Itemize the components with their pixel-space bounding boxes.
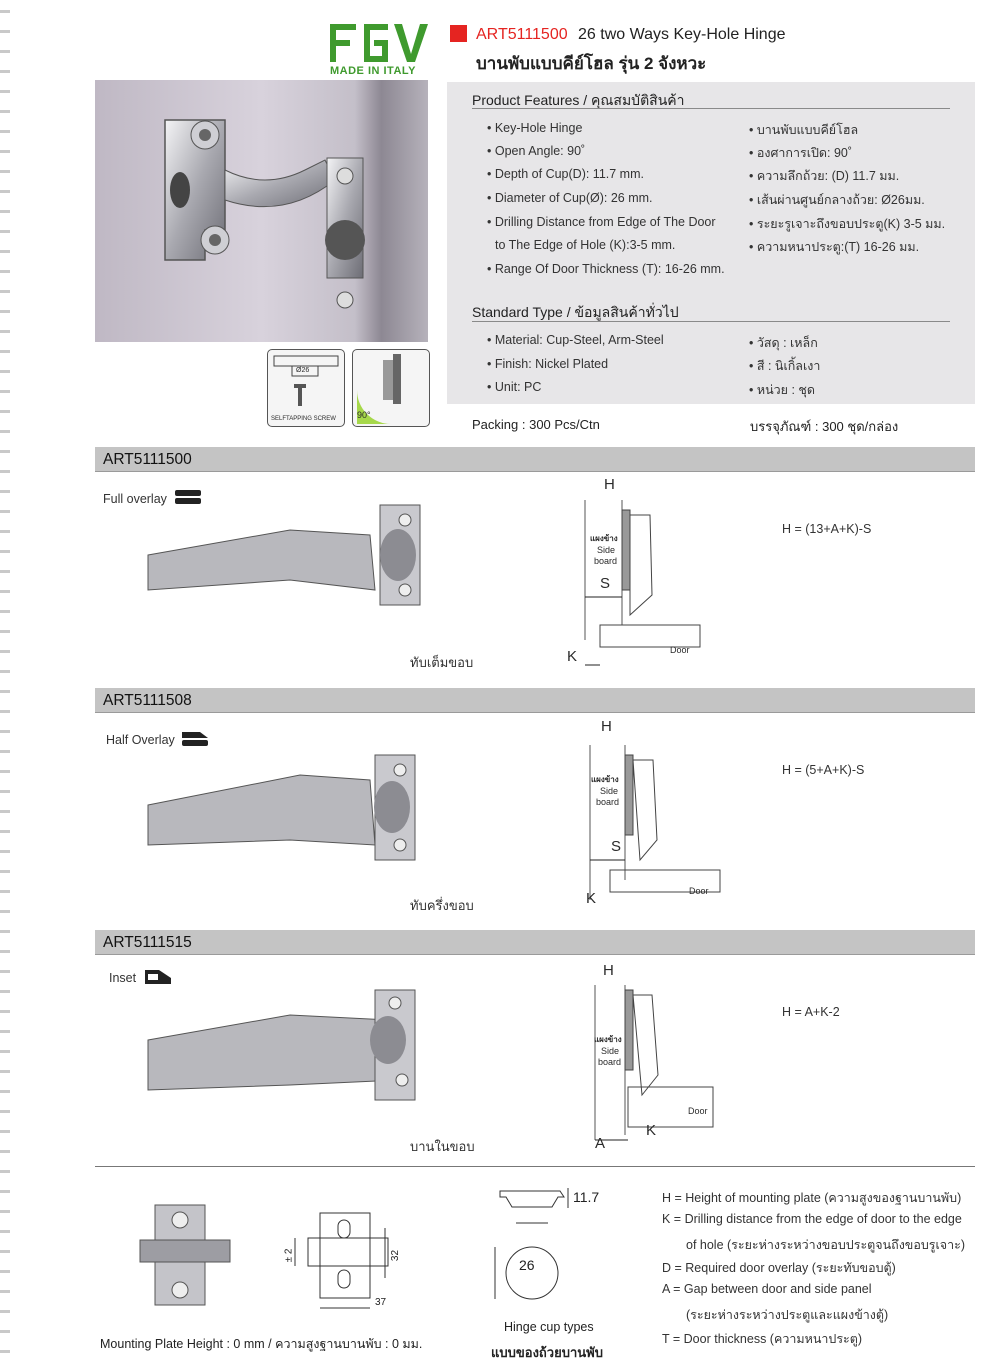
door-label: Door: [670, 645, 690, 655]
dim-h: H: [601, 718, 612, 735]
legend-item: of hole (ระยะห่างระหว่างขอบประตูจนถึงขอบรูเจาะ): [686, 1238, 966, 1252]
feature-en: • Depth of Cup(D): 11.7 mm.: [487, 167, 644, 181]
side-label: board: [594, 556, 618, 566]
formula: H = (5+A+K)-S: [782, 763, 865, 777]
dim-k: K: [586, 890, 597, 907]
variant-code: ART5111515: [103, 934, 192, 951]
hinge-side-image: [140, 745, 440, 895]
overlay-thai: บานในขอบ: [410, 1139, 475, 1154]
variant-band: [95, 930, 975, 955]
overlay-thai: ทับเต็มขอบ: [410, 655, 474, 670]
legend-item: T = Door thickness (ความหนาประตู): [662, 1332, 863, 1346]
variant-band: [95, 447, 975, 472]
legend-item: H = Height of mounting plate (ความสูงของฐานบานพับ): [662, 1191, 962, 1205]
standard-heading: Standard Type / ข้อมูลสินค้าทั่วไป: [472, 304, 679, 320]
feature-th: • ความหนาประตู:(T) 16-26 มม.: [749, 240, 920, 254]
overlay-type: Inset: [109, 971, 137, 985]
feature-th: • ระยะรูเจาะถึงขอบประตู(K) 3-5 มม.: [749, 217, 946, 231]
variant-code: ART5111508: [103, 692, 192, 709]
bottom-divider: [95, 1166, 975, 1167]
legend-item: (ระยะห่างระหว่างประตูและแผงข้างตู้): [686, 1308, 889, 1322]
door-label: Door: [689, 886, 709, 896]
dim-s: S: [600, 575, 611, 592]
inset-icon: [145, 970, 171, 984]
title-thai: บานพับแบบคีย์โฮล รุ่น 2 จังหวะ: [476, 54, 707, 73]
overlay-type: Half Overlay: [106, 733, 175, 747]
standard-th: • สี : นิเกิ้ลเงา: [749, 359, 821, 373]
standard-th: • หน่วย : ชุด: [749, 383, 815, 397]
overlay-type: Full overlay: [103, 492, 167, 506]
variant-band: [95, 688, 975, 713]
cup-caption-en: Hinge cup types: [504, 1320, 594, 1334]
dim-a: A: [595, 1135, 606, 1152]
legend-item: A = Gap between door and side panel: [662, 1282, 872, 1296]
variant-code: ART5111500: [103, 451, 192, 468]
legend-item: K = Drilling distance from the edge of door to the edge: [662, 1212, 962, 1226]
hinge-photo-drawing: [95, 80, 428, 342]
dim-h: H: [603, 962, 614, 979]
side-label: แผงข้าง: [594, 1035, 622, 1044]
features-heading: Product Features / คุณสมบัติสินค้า: [472, 92, 685, 108]
feature-en: • Key-Hole Hinge: [487, 121, 583, 135]
standard-th: • วัสดุ : เหล็ก: [749, 336, 818, 350]
hinge-side-image: [140, 495, 440, 645]
mounting-plate-photo: [135, 1195, 235, 1315]
plate-dim: 32: [390, 1249, 402, 1262]
side-label: Side: [600, 786, 619, 796]
feature-en: • Drilling Distance from Edge of The Door: [487, 215, 716, 229]
side-label: แผงข้าง: [590, 534, 618, 543]
cup-dim-label: Ø26: [296, 367, 310, 374]
standard-divider: [472, 321, 950, 322]
cup-caption-th: แบบของถ้วยบานพับ: [491, 1345, 603, 1360]
feature-en: to The Edge of Hole (K):3-5 mm.: [495, 238, 676, 252]
dim-k: K: [646, 1122, 657, 1139]
packing-en: Packing : 300 Pcs/Ctn: [472, 417, 600, 432]
formula: H = (13+A+K)-S: [782, 522, 872, 536]
screw-label: SELFTAPPING SCREW: [271, 416, 336, 422]
mount-caption: Mounting Plate Height : 0 mm / ความสูงฐานบานพับ : 0 มม.: [100, 1337, 423, 1351]
angle-thumb: [352, 349, 430, 427]
cup-depth: 11.7: [573, 1189, 600, 1205]
packing-th: บรรจุภัณฑ์ : 300 ชุด/กล่อง: [750, 419, 899, 434]
side-label: Side: [601, 1046, 620, 1056]
made-in-italy: MADE IN ITALY: [330, 65, 416, 77]
title-text: 26 two Ways Key-Hole Hinge: [578, 26, 786, 43]
feature-en: • Diameter of Cup(Ø): 26 mm.: [487, 191, 653, 205]
standard-en: • Finish: Nickel Plated: [487, 357, 609, 371]
feature-en: • Open Angle: 90˚: [487, 144, 586, 158]
feature-th: • ความลึกถ้วย: (D) 11.7 มม.: [749, 169, 900, 183]
dim-k: K: [567, 648, 578, 665]
plate-dim: 37: [375, 1297, 387, 1308]
half-overlay-icon: [182, 732, 208, 746]
product-photo: [95, 80, 428, 342]
installation-diagram: [560, 475, 720, 675]
side-label: board: [598, 1057, 622, 1067]
feature-th: • องศาการเปิด: 90˚: [749, 146, 853, 160]
door-label: Door: [688, 1106, 708, 1116]
plate-dim: ± 2: [283, 1248, 295, 1263]
side-label: แผงข้าง: [591, 775, 619, 784]
formula: H = A+K-2: [782, 1005, 840, 1019]
side-label: Side: [597, 545, 616, 555]
cup-drawing-thumb: [267, 349, 345, 427]
legend-item: D = Required door overlay (ระยะทับขอบตู้): [662, 1261, 896, 1275]
standard-en: • Material: Cup-Steel, Arm-Steel: [487, 333, 664, 347]
feature-th: • เส้นผ่านศูนย์กลางถ้วย: Ø26มม.: [749, 193, 925, 207]
hinge-side-image: [140, 985, 440, 1145]
dim-h: H: [604, 476, 615, 493]
title-marker: [450, 25, 467, 42]
standard-en: • Unit: PC: [487, 380, 542, 394]
dim-s: S: [611, 838, 622, 855]
screw-icon: [268, 350, 344, 426]
installation-diagram: [575, 720, 735, 920]
side-label: board: [596, 797, 620, 807]
feature-th: • บานพับแบบคีย์โฮล: [749, 123, 859, 137]
cup-dia: 26: [519, 1257, 535, 1273]
title-code: ART5111500: [476, 26, 568, 43]
overlay-thai: ทับครึ่งขอบ: [410, 898, 474, 913]
features-divider: [472, 108, 950, 109]
spiral-binding: [0, 0, 10, 1368]
angle-label: 90°: [357, 410, 371, 420]
feature-en: • Range Of Door Thickness (T): 16-26 mm.: [487, 262, 725, 276]
